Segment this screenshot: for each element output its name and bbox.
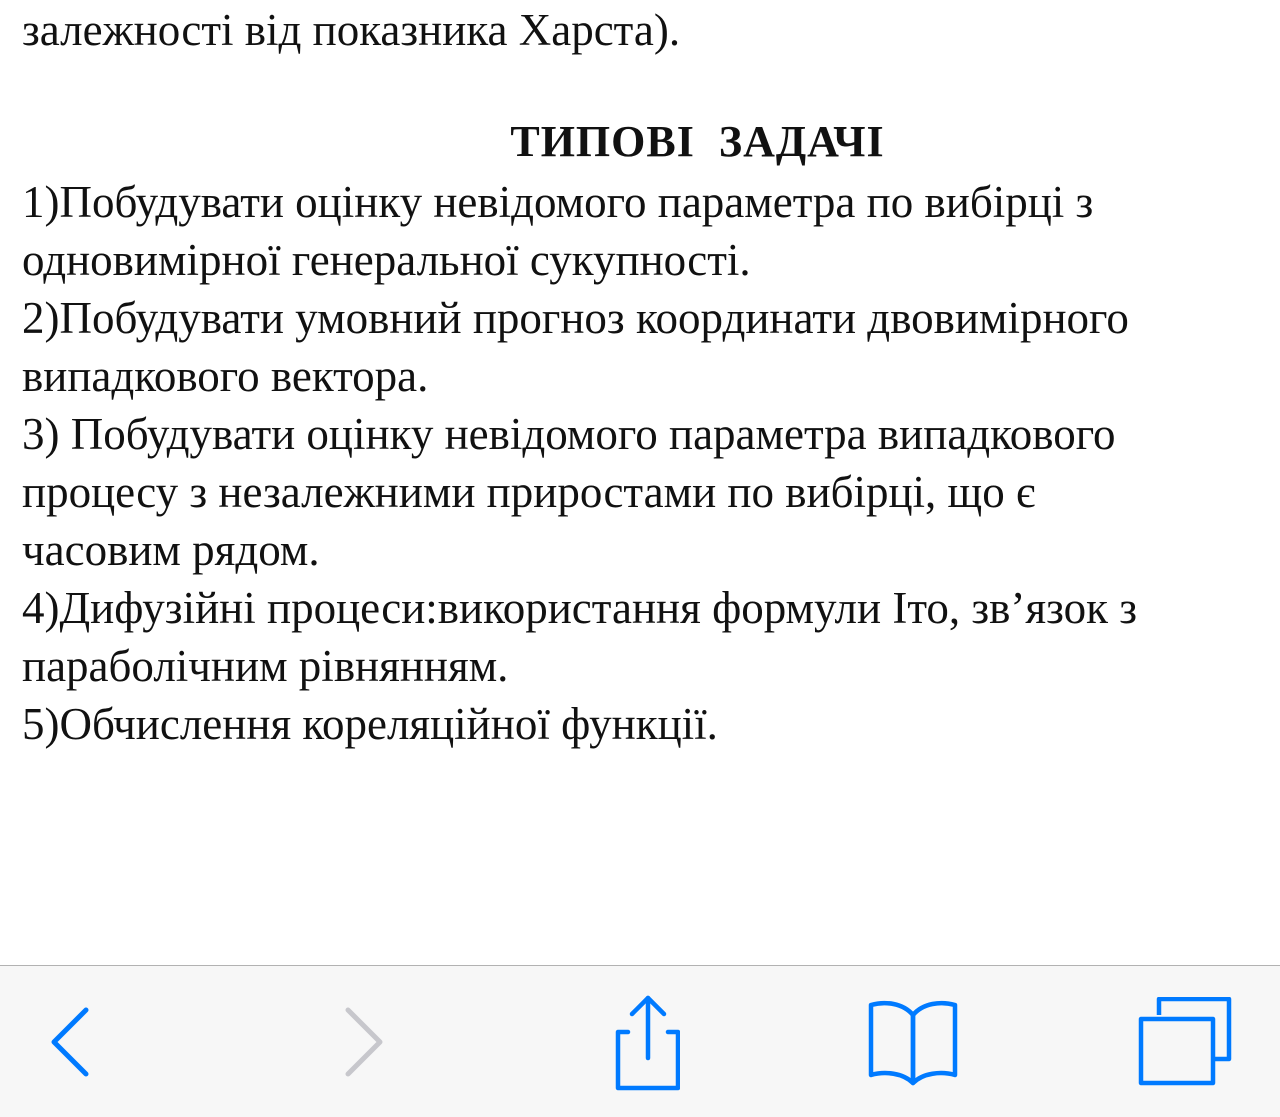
task-1-line-1: 1)Побудувати оцінку невідомого параметра по вибірці з (22, 177, 1094, 227)
task-4-line-2: параболічним рівнянням. (22, 641, 509, 691)
task-1-line-2: одновимірної генеральної сукупності. (22, 235, 751, 285)
bookmarks-icon (863, 997, 963, 1087)
task-3-line-2: процесу з незалежними приростами по вибірці, що є (22, 467, 1036, 517)
tabs-button[interactable] (1130, 966, 1240, 1117)
task-2-line-2: випадкового вектора. (22, 351, 429, 401)
forward-button[interactable] (310, 966, 414, 1117)
forward-icon (332, 1002, 392, 1082)
share-button[interactable] (590, 966, 690, 1117)
browser-toolbar (0, 965, 1280, 1117)
section-heading: ТИПОВІ ЗАДАЧІ (510, 117, 885, 166)
back-icon (42, 1002, 102, 1082)
task-3-line-1: 3) Побудувати оцінку невідомого параметра випадкового (22, 409, 1116, 459)
bookmarks-button[interactable] (855, 966, 970, 1117)
task-4-line-1: 4)Дифузійні процеси:використання формули Іто, зв’язок з (22, 583, 1138, 633)
share-icon (600, 992, 680, 1092)
back-button[interactable] (20, 966, 124, 1117)
tabs-icon (1135, 997, 1235, 1087)
text-line: залежності від показника Харста). (22, 5, 681, 55)
task-3-line-3: часовим рядом. (22, 525, 320, 575)
task-2-line-1: 2)Побудувати умовний прогноз координати двовимірного (22, 293, 1129, 343)
task-5-line-1: 5)Обчислення кореляційної функції. (22, 699, 718, 749)
